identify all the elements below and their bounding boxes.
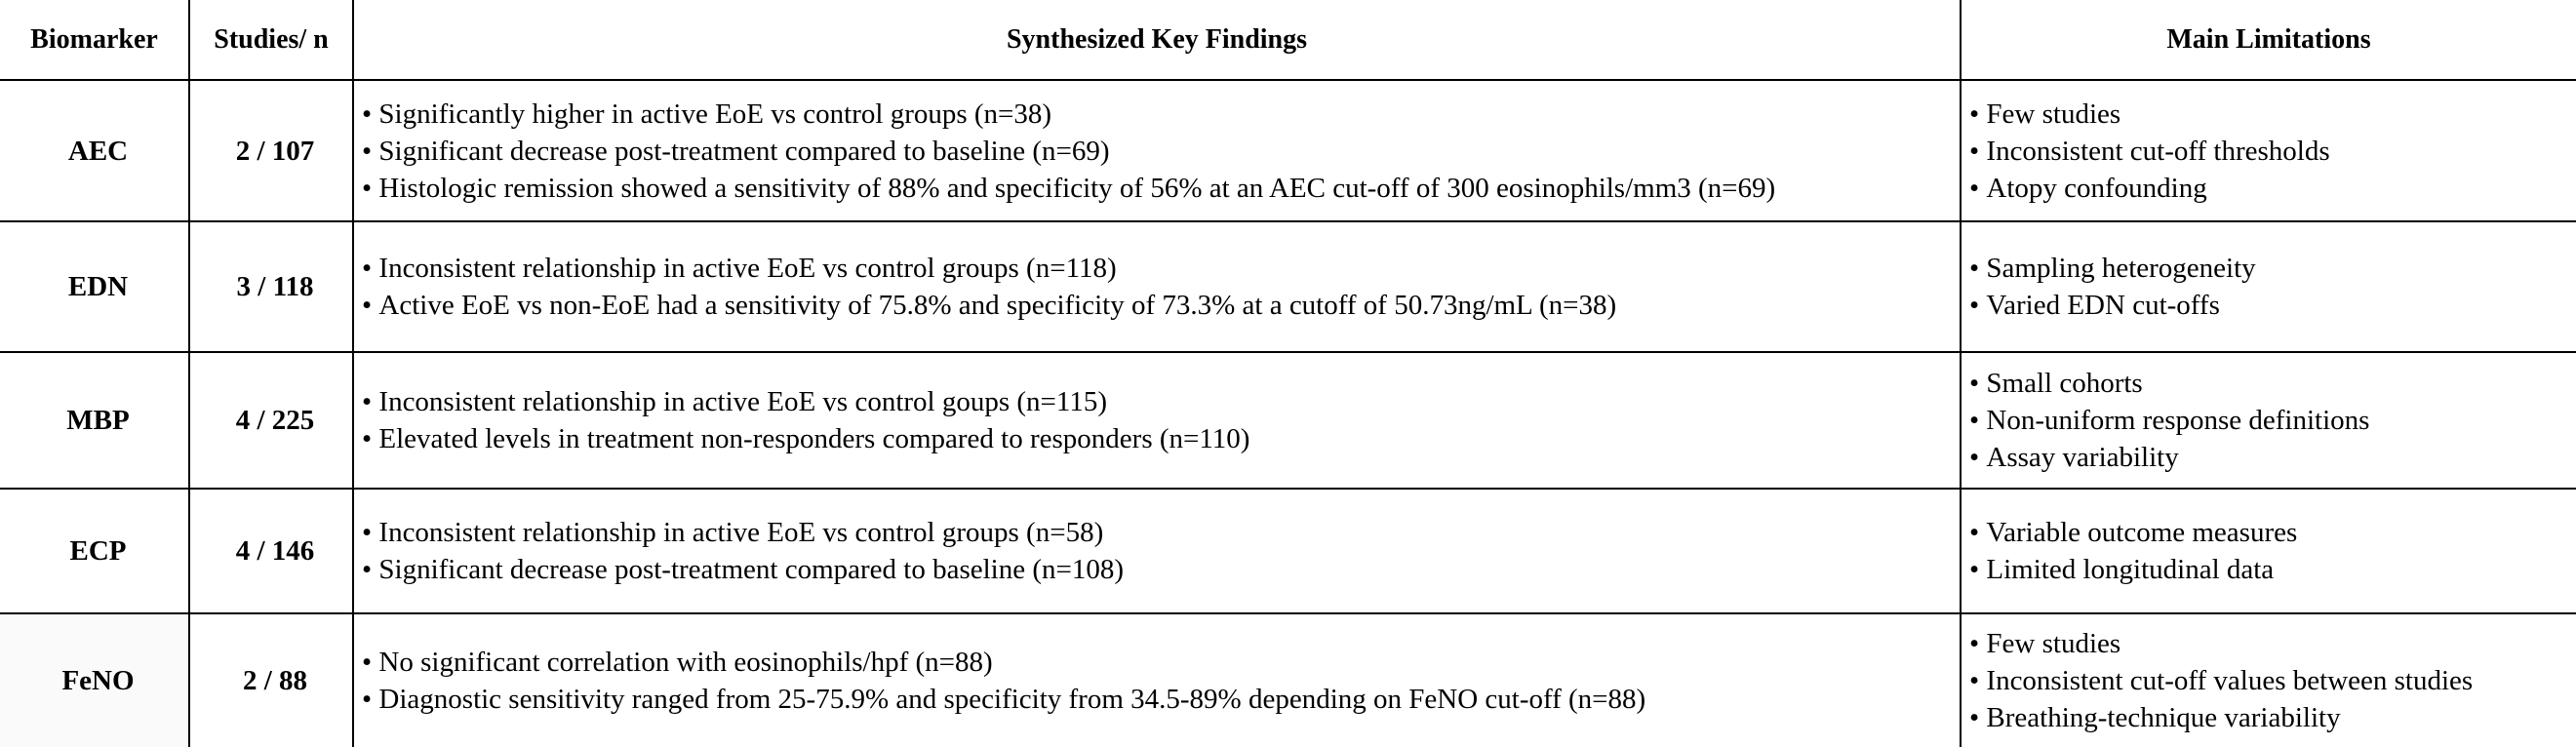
table-row <box>0 613 2576 747</box>
header-row <box>0 0 2576 80</box>
finding-item: • Inconsistent relationship in active EoE vs control groups (n=58) <box>362 514 1960 551</box>
finding-item: • Active EoE vs non-EoE had a sensitivity of 75.8% and specificity of 73.3% at a cutoff of 50.73ng/mL (n=38) <box>362 287 1960 324</box>
studies-cell: 2 / 88 <box>189 613 353 747</box>
findings-cell <box>353 352 1961 489</box>
studies-cell: 3 / 118 <box>189 221 353 352</box>
limitation-item: • Atopy confounding <box>1969 170 2576 207</box>
limitations-cell <box>1961 489 2576 613</box>
studies-cell: 4 / 225 <box>189 352 353 489</box>
studies-cell: 2 / 107 <box>189 80 353 221</box>
finding-item: • Inconsistent relationship in active EoE vs control groups (n=118) <box>362 250 1960 287</box>
biomarker-cell: AEC <box>0 80 189 221</box>
limitation-item: • Sampling heterogeneity <box>1969 250 2576 287</box>
limitations-cell <box>1961 80 2576 221</box>
limitations-cell <box>1961 221 2576 352</box>
limitation-item: • Small cohorts <box>1969 365 2576 402</box>
limitation-item: • Assay variability <box>1969 439 2576 476</box>
header-limitations: Main Limitations <box>1961 0 2576 80</box>
header-studies: Studies/ n <box>189 0 353 80</box>
findings-cell <box>353 221 1961 352</box>
studies-cell: 4 / 146 <box>189 489 353 613</box>
limitation-item: • Non-uniform response definitions <box>1969 402 2576 439</box>
header-findings: Synthesized Key Findings <box>353 0 1961 80</box>
finding-item: • Significant decrease post-treatment compared to baseline (n=108) <box>362 551 1960 588</box>
biomarker-cell: MBP <box>0 352 189 489</box>
limitation-item: • Inconsistent cut-off values between studies <box>1969 662 2576 699</box>
finding-item: • No significant correlation with eosinophils/hpf (n=88) <box>362 644 1960 681</box>
biomarker-cell: EDN <box>0 221 189 352</box>
table-row <box>0 489 2576 613</box>
limitation-item: • Breathing-technique variability <box>1969 699 2576 736</box>
findings-cell <box>353 80 1961 221</box>
finding-item: • Significantly higher in active EoE vs control groups (n=38) <box>362 96 1960 133</box>
findings-cell <box>353 489 1961 613</box>
finding-item: • Significant decrease post-treatment compared to baseline (n=69) <box>362 133 1960 170</box>
limitation-item: • Varied EDN cut-offs <box>1969 287 2576 324</box>
limitation-item: • Inconsistent cut-off thresholds <box>1969 133 2576 170</box>
biomarker-cell: FeNO <box>0 613 189 747</box>
table-row <box>0 80 2576 221</box>
limitation-item: • Few studies <box>1969 625 2576 662</box>
table-row <box>0 221 2576 352</box>
header-biomarker: Biomarker <box>0 0 189 80</box>
finding-item: • Histologic remission showed a sensitivity of 88% and specificity of 56% at an AEC cut-off of 300 eosinophils/mm3 (n=69) <box>362 170 1960 207</box>
limitations-cell <box>1961 352 2576 489</box>
finding-item: • Elevated levels in treatment non-responders compared to responders (n=110) <box>362 420 1960 457</box>
table-row <box>0 352 2576 489</box>
limitation-item: • Limited longitudinal data <box>1969 551 2576 588</box>
biomarker-cell: ECP <box>0 489 189 613</box>
finding-item: • Diagnostic sensitivity ranged from 25-75.9% and specificity from 34.5-89% depending on FeNO cut-off (n=88) <box>362 681 1960 718</box>
finding-item: • Inconsistent relationship in active EoE vs control goups (n=115) <box>362 383 1960 420</box>
limitation-item: • Few studies <box>1969 96 2576 133</box>
findings-cell <box>353 613 1961 747</box>
limitations-cell <box>1961 613 2576 747</box>
limitation-item: • Variable outcome measures <box>1969 514 2576 551</box>
